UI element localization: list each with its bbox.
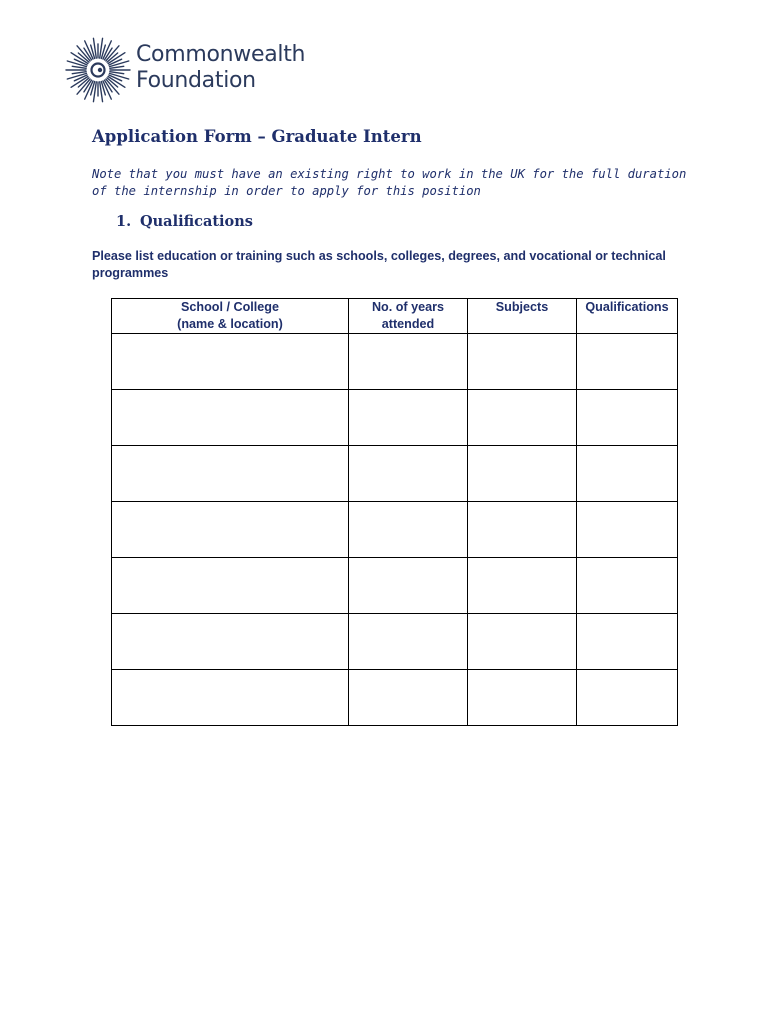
qualifications-cell[interactable] <box>577 334 678 390</box>
years-attended-cell[interactable] <box>349 558 468 614</box>
subjects-cell[interactable] <box>468 614 577 670</box>
school-college-cell[interactable] <box>112 558 349 614</box>
table-row <box>112 670 678 726</box>
section-label: Qualifications <box>140 213 253 230</box>
qualifications-cell[interactable] <box>577 390 678 446</box>
table-row <box>112 614 678 670</box>
subjects-cell[interactable] <box>468 446 577 502</box>
table-row <box>112 334 678 390</box>
logo-line-2: Foundation <box>136 68 256 93</box>
table-row <box>112 390 678 446</box>
instructions: Please list education or training such as schools, colleges, degrees, and vocational or technical programmes <box>92 249 666 280</box>
section-number: 1. <box>116 213 132 230</box>
header-subjects: Subjects <box>468 299 577 334</box>
years-attended-cell[interactable] <box>349 390 468 446</box>
header-qualifications: Qualifications <box>577 299 678 334</box>
years-attended-cell[interactable] <box>349 670 468 726</box>
eligibility-note: Note that you must have an existing right to work in the UK for the full duration of the internship in order to apply for this position <box>92 167 687 198</box>
logo-line-1: Commonwealth <box>136 42 306 67</box>
school-college-cell[interactable] <box>112 670 349 726</box>
qualifications-cell[interactable] <box>577 614 678 670</box>
qualifications-cell[interactable] <box>577 502 678 558</box>
school-college-cell[interactable] <box>112 614 349 670</box>
page-title: Application Form – Graduate Intern <box>92 127 422 146</box>
header-years-attended: No. of years attended <box>349 299 468 334</box>
qualifications-cell[interactable] <box>577 558 678 614</box>
qualifications-cell[interactable] <box>577 670 678 726</box>
school-college-cell[interactable] <box>112 334 349 390</box>
subjects-cell[interactable] <box>468 390 577 446</box>
commonwealth-foundation-logo <box>64 36 314 104</box>
table-header-row <box>112 299 678 334</box>
subjects-cell[interactable] <box>468 502 577 558</box>
qualifications-cell[interactable] <box>577 446 678 502</box>
subjects-cell[interactable] <box>468 558 577 614</box>
years-attended-cell[interactable] <box>349 502 468 558</box>
table-row <box>112 446 678 502</box>
school-college-cell[interactable] <box>112 502 349 558</box>
years-attended-cell[interactable] <box>349 446 468 502</box>
subjects-cell[interactable] <box>468 334 577 390</box>
years-attended-cell[interactable] <box>349 334 468 390</box>
section-heading <box>116 213 253 230</box>
school-college-cell[interactable] <box>112 446 349 502</box>
logo-wordmark <box>136 42 305 94</box>
table-row <box>112 558 678 614</box>
table-row <box>112 502 678 558</box>
header-school-college: School / College (name & location) <box>112 299 349 334</box>
sunburst-logo-icon <box>64 36 132 104</box>
subjects-cell[interactable] <box>468 670 577 726</box>
school-college-cell[interactable] <box>112 390 349 446</box>
qualifications-table <box>111 298 678 726</box>
years-attended-cell[interactable] <box>349 614 468 670</box>
